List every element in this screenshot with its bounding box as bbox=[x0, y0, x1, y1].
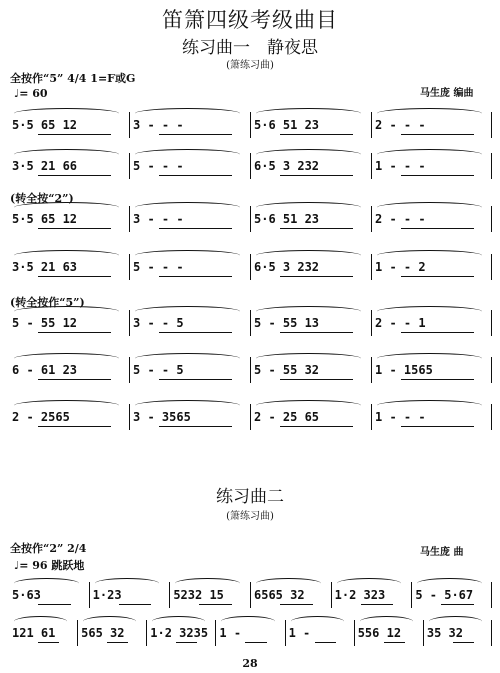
score-row bbox=[8, 254, 492, 282]
score-row bbox=[8, 112, 492, 140]
measure: 121 61 bbox=[12, 626, 56, 640]
beam-underline bbox=[401, 332, 474, 333]
beam-underline bbox=[401, 175, 474, 176]
slur-mark bbox=[83, 616, 136, 627]
barline bbox=[371, 254, 372, 280]
barline bbox=[491, 620, 492, 646]
barline bbox=[129, 404, 130, 430]
beam-underline bbox=[38, 642, 59, 643]
measure: 5 - - - bbox=[133, 159, 184, 173]
slur-mark bbox=[14, 353, 119, 364]
beam-underline bbox=[280, 134, 353, 135]
measure: 5·6 51 23 bbox=[254, 118, 320, 132]
barline bbox=[129, 206, 130, 232]
beam-underline bbox=[176, 642, 197, 643]
measure: 3 - - 5 bbox=[133, 316, 184, 330]
barline bbox=[250, 582, 251, 608]
slur-mark bbox=[135, 353, 240, 364]
measure: 6 - 61 23 bbox=[12, 363, 78, 377]
measure: 2 - 2565 bbox=[12, 410, 70, 424]
barline bbox=[215, 620, 216, 646]
measure: 1·2 323 bbox=[334, 588, 386, 602]
score-row bbox=[8, 582, 492, 610]
measure: 6·5 3 232 bbox=[254, 260, 320, 274]
slur-mark bbox=[256, 108, 361, 119]
measure: 1·23 bbox=[92, 588, 122, 602]
barline bbox=[371, 206, 372, 232]
slur-mark bbox=[256, 306, 361, 317]
measure: 1 - - - bbox=[375, 410, 426, 424]
barline bbox=[250, 404, 251, 430]
measure: 6565 32 bbox=[254, 588, 305, 602]
measure: 2 - - 1 bbox=[375, 316, 426, 330]
measure: 5 - - 5 bbox=[133, 363, 184, 377]
barline bbox=[77, 620, 78, 646]
barline bbox=[371, 357, 372, 383]
beam-underline bbox=[38, 379, 111, 380]
slur-mark bbox=[221, 616, 274, 627]
measure: 5·63 bbox=[12, 588, 41, 602]
measure: 5·5 65 12 bbox=[12, 118, 78, 132]
beam-underline bbox=[280, 228, 353, 229]
beam-underline bbox=[107, 642, 128, 643]
slur-mark bbox=[256, 202, 361, 213]
beam-underline bbox=[401, 134, 474, 135]
score-row bbox=[8, 206, 492, 234]
barline bbox=[285, 620, 286, 646]
barline bbox=[491, 153, 492, 179]
barline bbox=[129, 357, 130, 383]
measure: 1 - - - bbox=[375, 159, 426, 173]
beam-underline bbox=[315, 642, 336, 643]
beam-underline bbox=[199, 604, 232, 605]
slur-mark bbox=[360, 616, 413, 627]
barline bbox=[491, 254, 492, 280]
beam-underline bbox=[159, 426, 232, 427]
barline bbox=[371, 112, 372, 138]
beam-underline bbox=[38, 175, 111, 176]
measure: 35 32 bbox=[426, 626, 463, 640]
barline bbox=[129, 310, 130, 336]
slur-mark bbox=[135, 149, 240, 160]
piece2-composer: 马生庞 曲 bbox=[420, 547, 464, 558]
measure: 5·6 51 23 bbox=[254, 212, 320, 226]
measure: 5 - 55 13 bbox=[254, 316, 320, 330]
beam-underline bbox=[401, 276, 474, 277]
barline bbox=[250, 153, 251, 179]
slur-mark bbox=[14, 616, 67, 627]
score-row bbox=[8, 310, 492, 338]
score-row bbox=[8, 620, 492, 648]
slur-mark bbox=[256, 353, 361, 364]
barline bbox=[129, 153, 130, 179]
slur-mark bbox=[135, 306, 240, 317]
piece2-note: (箫练习曲) bbox=[226, 511, 274, 522]
beam-underline bbox=[38, 134, 111, 135]
beam-underline bbox=[119, 604, 152, 605]
measure: 5 - 5·67 bbox=[415, 588, 474, 602]
measure: 3·5 21 66 bbox=[12, 159, 78, 173]
piece2-key-signature: 全按作“2” 2/4 bbox=[10, 542, 87, 555]
beam-underline bbox=[38, 276, 111, 277]
page-number: 28 bbox=[242, 657, 258, 670]
slur-mark bbox=[256, 149, 361, 160]
barline bbox=[89, 582, 90, 608]
slur-mark bbox=[135, 202, 240, 213]
piece1-tempo: ♩= 60 bbox=[14, 87, 48, 100]
measure: 5·5 65 12 bbox=[12, 212, 78, 226]
barline bbox=[169, 582, 170, 608]
piece1-key-signature: 全按作“5” 4/4 1=F或G bbox=[10, 72, 136, 85]
beam-underline bbox=[159, 134, 232, 135]
score-row bbox=[8, 404, 492, 432]
measure: 5 - - - bbox=[133, 260, 184, 274]
score-row bbox=[8, 357, 492, 385]
measure: 1 - bbox=[288, 626, 311, 640]
barline bbox=[331, 582, 332, 608]
modulation-instruction: (转全按“2”) bbox=[10, 192, 74, 205]
piece1-composer: 马生庞 编曲 bbox=[420, 88, 474, 99]
barline bbox=[371, 310, 372, 336]
slur-mark bbox=[377, 353, 482, 364]
slur-mark bbox=[377, 202, 482, 213]
measure: 1 - bbox=[219, 626, 242, 640]
measure: 1 - 1565 bbox=[375, 363, 433, 377]
slur-mark bbox=[14, 400, 119, 411]
barline bbox=[146, 620, 147, 646]
slur-mark bbox=[135, 108, 240, 119]
beam-underline bbox=[361, 604, 394, 605]
beam-underline bbox=[280, 426, 353, 427]
measure: 565 32 bbox=[81, 626, 125, 640]
slur-mark bbox=[95, 578, 160, 589]
slur-mark bbox=[377, 250, 482, 261]
slur-mark bbox=[256, 250, 361, 261]
measure: 6·5 3 232 bbox=[254, 159, 320, 173]
barline bbox=[491, 582, 492, 608]
slur-mark bbox=[135, 400, 240, 411]
beam-underline bbox=[280, 276, 353, 277]
modulation-instruction: (转全按作“5”) bbox=[10, 296, 85, 309]
beam-underline bbox=[401, 228, 474, 229]
beam-underline bbox=[159, 228, 232, 229]
slur-mark bbox=[377, 400, 482, 411]
piece2-tempo: ♩= 96 跳跃地 bbox=[14, 559, 85, 572]
barline bbox=[491, 112, 492, 138]
slur-mark bbox=[429, 616, 482, 627]
barline bbox=[371, 153, 372, 179]
slur-mark bbox=[417, 578, 482, 589]
beam-underline bbox=[384, 642, 405, 643]
slur-mark bbox=[377, 149, 482, 160]
piece1-title: 练习曲一 静夜思 bbox=[182, 38, 318, 58]
slur-mark bbox=[14, 108, 119, 119]
measure: 3 - - - bbox=[133, 118, 184, 132]
beam-underline bbox=[441, 604, 474, 605]
beam-underline bbox=[159, 332, 232, 333]
barline bbox=[423, 620, 424, 646]
barline bbox=[491, 357, 492, 383]
barline bbox=[491, 206, 492, 232]
slur-mark bbox=[175, 578, 240, 589]
beam-underline bbox=[280, 332, 353, 333]
barline bbox=[250, 112, 251, 138]
beam-underline bbox=[159, 276, 232, 277]
measure: 556 12 bbox=[357, 626, 402, 640]
barline bbox=[354, 620, 355, 646]
slur-mark bbox=[14, 202, 119, 213]
measure: 5 - 55 12 bbox=[12, 316, 78, 330]
slur-mark bbox=[377, 306, 482, 317]
beam-underline bbox=[38, 228, 111, 229]
beam-underline bbox=[280, 379, 353, 380]
barline bbox=[129, 254, 130, 280]
slur-mark bbox=[152, 616, 205, 627]
barline bbox=[250, 206, 251, 232]
barline bbox=[250, 254, 251, 280]
slur-mark bbox=[14, 250, 119, 261]
slur-mark bbox=[256, 400, 361, 411]
beam-underline bbox=[159, 175, 232, 176]
measure: 2 - - - bbox=[375, 118, 426, 132]
beam-underline bbox=[401, 379, 474, 380]
barline bbox=[250, 357, 251, 383]
slur-mark bbox=[377, 108, 482, 119]
page-title: 笛箫四级考级曲目 bbox=[162, 8, 338, 32]
beam-underline bbox=[38, 604, 71, 605]
score-row bbox=[8, 153, 492, 181]
slur-mark bbox=[14, 578, 79, 589]
beam-underline bbox=[401, 426, 474, 427]
slur-mark bbox=[337, 578, 402, 589]
slur-mark bbox=[135, 250, 240, 261]
measure: 3 - 3565 bbox=[133, 410, 191, 424]
beam-underline bbox=[38, 426, 111, 427]
barline bbox=[491, 310, 492, 336]
measure: 3 - - - bbox=[133, 212, 184, 226]
piece2-title: 练习曲二 bbox=[216, 487, 284, 507]
measure: 3·5 21 63 bbox=[12, 260, 78, 274]
slur-mark bbox=[256, 578, 321, 589]
barline bbox=[491, 404, 492, 430]
measure: 5232 15 bbox=[173, 588, 224, 602]
measure: 5 - 55 32 bbox=[254, 363, 320, 377]
beam-underline bbox=[159, 379, 232, 380]
slur-mark bbox=[14, 306, 119, 317]
beam-underline bbox=[280, 604, 313, 605]
measure: 2 - - - bbox=[375, 212, 426, 226]
barline bbox=[411, 582, 412, 608]
measure: 1 - - 2 bbox=[375, 260, 426, 274]
slur-mark bbox=[291, 616, 344, 627]
beam-underline bbox=[280, 175, 353, 176]
measure: 2 - 25 65 bbox=[254, 410, 320, 424]
beam-underline bbox=[38, 332, 111, 333]
measure: 1·2 3235 bbox=[150, 626, 209, 640]
barline bbox=[129, 112, 130, 138]
slur-mark bbox=[14, 149, 119, 160]
beam-underline bbox=[453, 642, 474, 643]
piece1-note: (箫练习曲) bbox=[226, 60, 274, 71]
barline bbox=[250, 310, 251, 336]
barline bbox=[371, 404, 372, 430]
beam-underline bbox=[245, 642, 266, 643]
